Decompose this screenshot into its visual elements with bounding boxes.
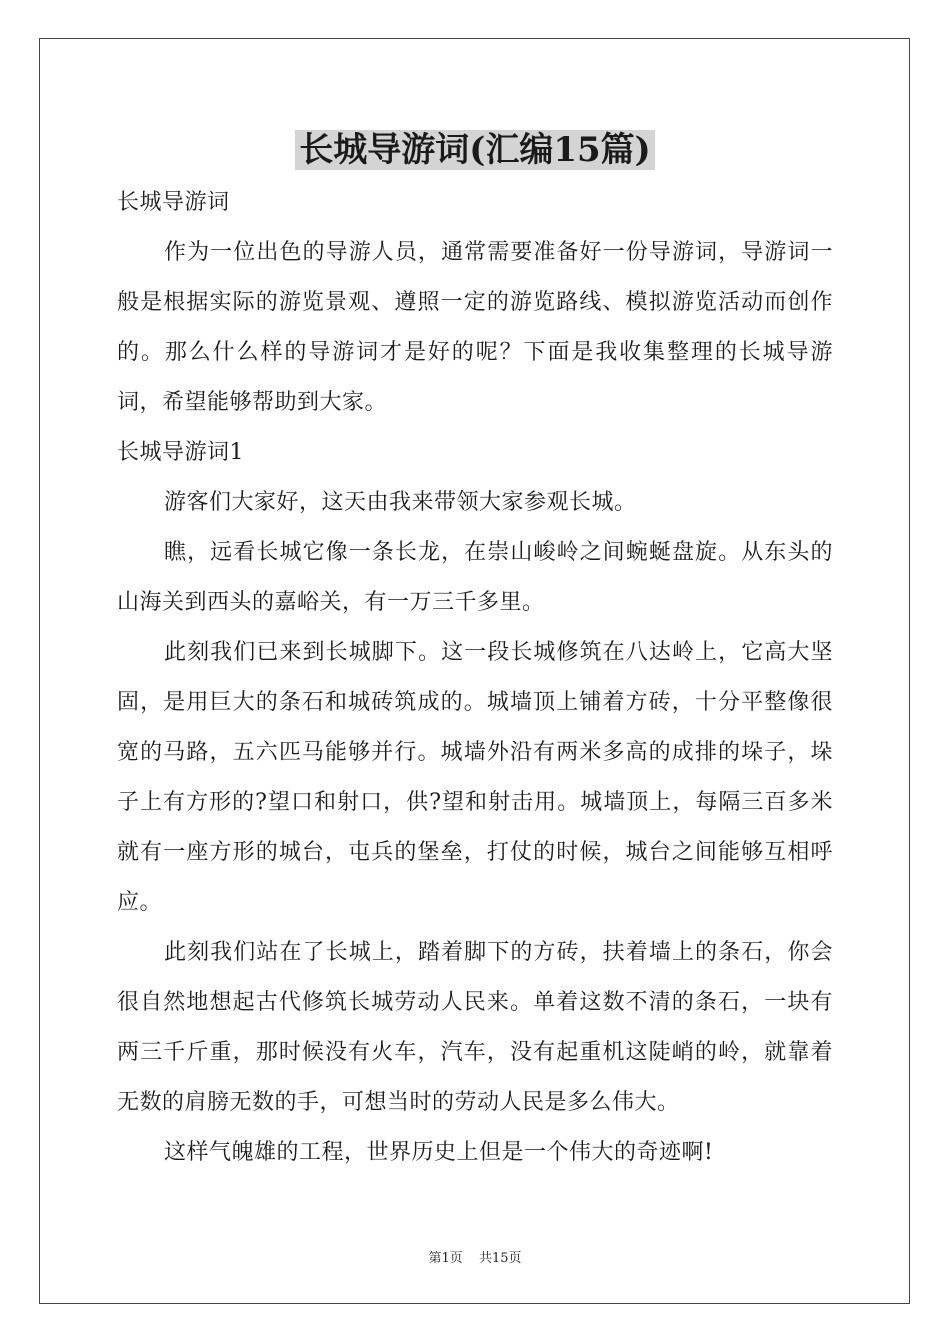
paragraph: 游客们大家好，这天由我来带领大家参观长城。 <box>164 490 637 515</box>
page-number: 第1页 <box>428 1251 463 1266</box>
paragraph: 此刻我们已来到长城脚下。这一段长城修筑在八达岭上，它高大坚固，是用巨大的条石和城砖筑成的。城墙顶上铺着方砖，十分平整像很宽的马路，五六匹马能够并行。城墙外沿有两米多高的成排的垛子，垛子上有方形的?望口和射口，供?望和射击用。城墙顶上，每隔三百多米就有一座方形的城台，屯兵的堡垒，打仗的时候，城台之间能够互相呼应。 <box>117 640 833 915</box>
paragraph-heading: 长城导游词1 <box>117 440 244 465</box>
document-title-wrapper <box>0 128 950 172</box>
paragraph: 瞧，远看长城它像一条长龙，在崇山峻岭之间蜿蜒盘旋。从东头的山海关到西头的嘉峪关，有一万三千多里。 <box>117 540 833 615</box>
page-total: 共15页 <box>478 1251 522 1266</box>
document-title: 长城导游词(汇编15篇) <box>295 130 655 170</box>
document-body <box>117 178 833 1178</box>
page-footer <box>0 1247 950 1266</box>
paragraph: 此刻我们站在了长城上，踏着脚下的方砖，扶着墙上的条石，你会很自然地想起古代修筑长城劳动人民来。单着这数不清的条石，一块有两三千斤重，那时候没有火车，汽车，没有起重机这陡峭的岭，就靠着无数的肩膀无数的手，可想当时的劳动人民是多么伟大。 <box>117 940 833 1115</box>
paragraph: 作为一位出色的导游人员，通常需要准备好一份导游词，导游词一般是根据实际的游览景观、遵照一定的游览路线、模拟游览活动而创作的。那么什么样的导游词才是好的呢？下面是我收集整理的长城导游词，希望能够帮助到大家。 <box>117 240 833 415</box>
paragraph: 这样气魄雄的工程，世界历史上但是一个伟大的奇迹啊! <box>164 1140 714 1165</box>
paragraph-heading: 长城导游词 <box>117 190 230 215</box>
